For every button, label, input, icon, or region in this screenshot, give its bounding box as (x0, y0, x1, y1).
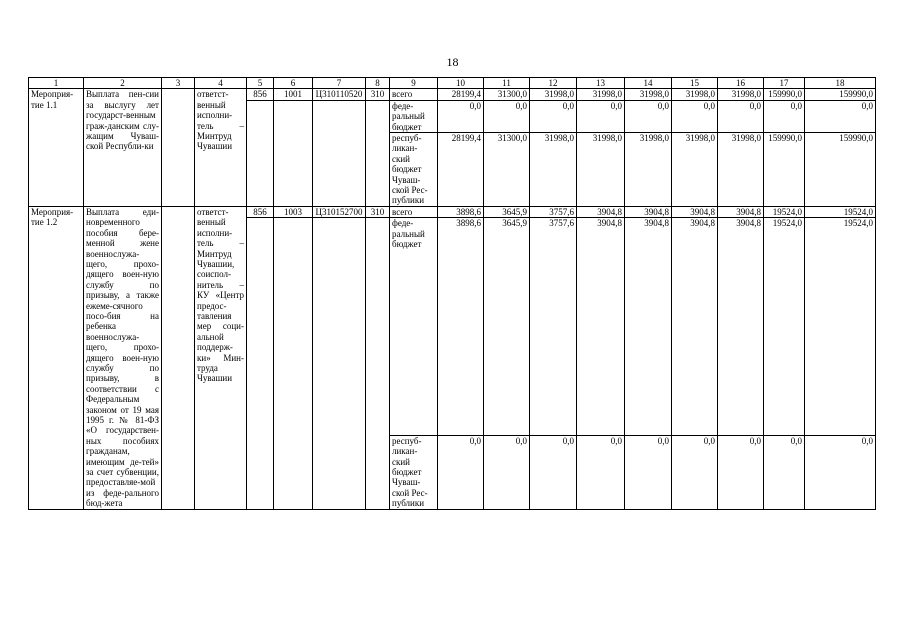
value-cell: 0,0 (805, 100, 876, 132)
code-grbs: 856 (247, 206, 274, 217)
table-row (29, 206, 876, 217)
value-cell: 31998,0 (530, 89, 577, 100)
value-cell: 0,0 (625, 435, 672, 509)
header-cell: 12 (530, 78, 577, 89)
value-cell: 0,0 (530, 435, 577, 509)
measure-executor: ответст-венный исполни-тель – Минтруд Чувашии (195, 89, 247, 206)
code-csr (313, 100, 366, 206)
value-cell: 31998,0 (672, 89, 718, 100)
code-rzpr: 1003 (274, 206, 313, 217)
header-cell: 2 (84, 78, 162, 89)
code-rzpr: 1001 (274, 89, 313, 100)
value-cell: 0,0 (718, 100, 764, 132)
value-cell: 3904,8 (577, 206, 625, 217)
value-cell: 3904,8 (672, 206, 718, 217)
value-cell: 3645,9 (484, 218, 530, 436)
value-cell: 28199,4 (438, 89, 484, 100)
code-rzpr (274, 100, 313, 206)
header-cell: 16 (718, 78, 764, 89)
value-cell: 19524,0 (764, 206, 805, 217)
code-vr (366, 218, 390, 509)
value-cell: 0,0 (764, 100, 805, 132)
header-cell: 11 (484, 78, 530, 89)
value-cell: 0,0 (577, 435, 625, 509)
code-grbs (247, 100, 274, 206)
value-cell: 19524,0 (805, 218, 876, 436)
header-cell: 1 (29, 78, 84, 89)
value-cell: 0,0 (718, 435, 764, 509)
value-cell: 31300,0 (484, 133, 530, 207)
value-cell: 19524,0 (764, 218, 805, 436)
measure-col3 (162, 206, 195, 509)
code-csr: Ц310152700 (313, 206, 366, 217)
value-cell: 0,0 (625, 100, 672, 132)
header-cell: 7 (313, 78, 366, 89)
code-grbs (247, 218, 274, 509)
value-cell: 0,0 (577, 100, 625, 132)
header-cell: 4 (195, 78, 247, 89)
header-cell: 10 (438, 78, 484, 89)
value-cell: 31998,0 (577, 133, 625, 207)
header-cell: 17 (764, 78, 805, 89)
value-cell: 159990,0 (764, 133, 805, 207)
value-cell: 0,0 (438, 100, 484, 132)
header-cell: 6 (274, 78, 313, 89)
value-cell: 0,0 (805, 435, 876, 509)
code-csr: Ц310110520 (313, 89, 366, 100)
value-cell: 3904,8 (718, 218, 764, 436)
value-cell: 159990,0 (805, 89, 876, 100)
measure-description: Выплата еди-новременного пособия бере-менной жене военнослужа-щего, прохо-дящего воен-ную службу по призыву, а также ежеме-сячного посо-бия на ребенка военнослужа-щего, прохо-дящего воен-ную службу по призыву, в соответствии с Федеральным законом от 19 мая 1995 г. № 81-ФЗ «О государствен-ных пособиях гражданам, имеющим де-тей» за счет субвенции, предоставляе-мой из феде-рального бюд-жета (84, 206, 162, 509)
value-cell: 3898,6 (438, 206, 484, 217)
code-vr: 310 (366, 89, 390, 100)
source-name: всего (390, 89, 438, 100)
header-cell: 5 (247, 78, 274, 89)
value-cell: 3904,8 (577, 218, 625, 436)
source-name: респуб-ликан-ский бюджет Чуваш-ской Рес-публики (390, 435, 438, 509)
value-cell: 31998,0 (577, 89, 625, 100)
value-cell: 0,0 (764, 435, 805, 509)
code-grbs: 856 (247, 89, 274, 100)
header-cell: 15 (672, 78, 718, 89)
value-cell: 31998,0 (718, 89, 764, 100)
header-cell: 9 (390, 78, 438, 89)
value-cell: 3645,9 (484, 206, 530, 217)
code-vr (366, 100, 390, 206)
value-cell: 0,0 (484, 435, 530, 509)
value-cell: 159990,0 (764, 89, 805, 100)
value-cell: 159990,0 (805, 133, 876, 207)
header-row (29, 78, 876, 89)
value-cell: 31998,0 (672, 133, 718, 207)
value-cell: 3904,8 (672, 218, 718, 436)
measure-name: Мероприя-тие 1.2 (29, 206, 84, 509)
measure-col3 (162, 89, 195, 206)
header-cell: 8 (366, 78, 390, 89)
header-cell: 14 (625, 78, 672, 89)
code-vr: 310 (366, 206, 390, 217)
value-cell: 28199,4 (438, 133, 484, 207)
value-cell: 19524,0 (805, 206, 876, 217)
value-cell: 0,0 (484, 100, 530, 132)
source-name: феде-ральный бюджет (390, 218, 438, 436)
value-cell: 3898,6 (438, 218, 484, 436)
value-cell: 3904,8 (718, 206, 764, 217)
value-cell: 31998,0 (625, 133, 672, 207)
header-cell: 3 (162, 78, 195, 89)
source-name: феде-ральный бюджет (390, 100, 438, 132)
value-cell: 3757,6 (530, 206, 577, 217)
value-cell: 3904,8 (625, 206, 672, 217)
value-cell: 31998,0 (625, 89, 672, 100)
measure-executor: ответст-венный исполни-тель – Минтруд Чувашии, соиспол-нитель – КУ «Центр предос-тавления мер соци-альной поддерж-ки» Мин-труда Чувашии (195, 206, 247, 509)
value-cell: 31998,0 (718, 133, 764, 207)
value-cell: 3904,8 (625, 218, 672, 436)
value-cell: 3757,6 (530, 218, 577, 436)
value-cell: 0,0 (672, 100, 718, 132)
measure-description: Выплата пен-сии за выслугу лет государст-венным граж-данским слу-жащим Чуваш-ской Республи-ки (84, 89, 162, 206)
code-csr (313, 218, 366, 509)
measure-name: Мероприя-тие 1.1 (29, 89, 84, 206)
header-cell: 13 (577, 78, 625, 89)
value-cell: 31998,0 (530, 133, 577, 207)
value-cell: 31300,0 (484, 89, 530, 100)
header-cell: 18 (805, 78, 876, 89)
value-cell: 0,0 (672, 435, 718, 509)
page-number: 18 (446, 55, 459, 69)
value-cell: 0,0 (438, 435, 484, 509)
source-name: всего (390, 206, 438, 217)
value-cell: 0,0 (530, 100, 577, 132)
source-name: респуб-ликан-ский бюджет Чуваш-ской Рес-публики (390, 133, 438, 207)
table-row (29, 89, 876, 100)
budget-table (28, 77, 876, 510)
code-rzpr (274, 218, 313, 509)
